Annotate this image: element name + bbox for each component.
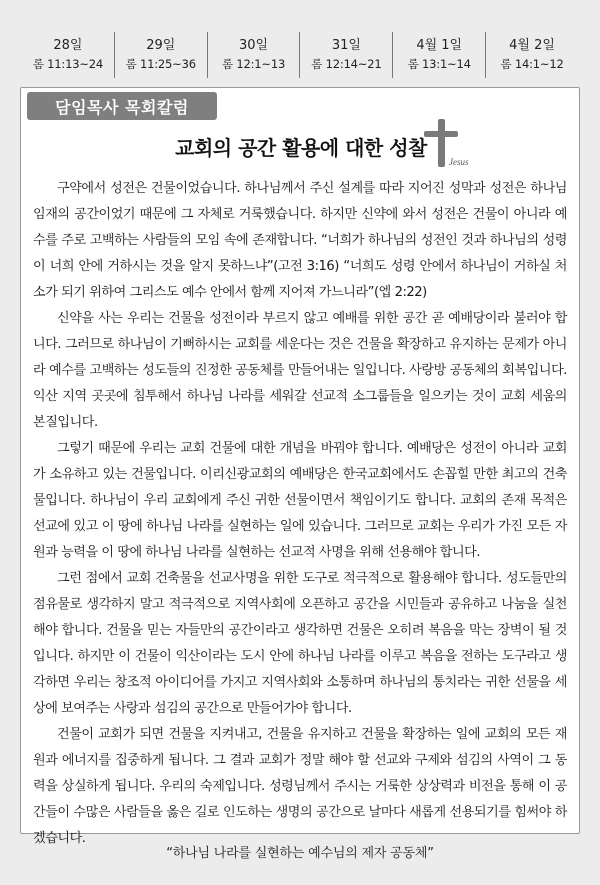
bible-reading-schedule	[22, 32, 578, 78]
schedule-day	[207, 32, 300, 78]
column-body	[33, 176, 567, 852]
schedule-day	[299, 32, 392, 78]
schedule-date: 28일	[53, 38, 83, 53]
schedule-range: 롬 12:1~13	[222, 57, 286, 71]
column-paragraph: 신약을 사는 우리는 건물을 성전이라 부르지 않고 예배를 위한 공간 곧 예배당이라 불러야 합니다. 그러므로 하나님이 기뻐하시는 교회를 세운다는 것은 건물을 확장하고 유지하는 문제가 아니라 예수를 고백하는 성도들의 진정한 공동체를 만들어내는 일입니다. 사랑방 공동체의 회복입니다. 익산 지역 곳곳에 침투해서 하나님 나라를 세워갈 선교적 소그룹들을 일으키는 것이 교회 세움의 본질입니다.	[33, 311, 567, 430]
schedule-date: 29일	[146, 38, 176, 53]
schedule-range: 롬 11:25~36	[125, 57, 196, 71]
column-paragraph: 건물이 교회가 되면 건물을 지켜내고, 건물을 유지하고 건물을 확장하는 일에 교회의 모든 재원과 에너지를 집중하게 됩니다. 그 결과 교회가 정말 해야 할 선교와 구제와 섬김의 사역이 그 동력을 상실하게 됩니다. 우리의 숙제입니다. 성령님께서 주시는 거룩한 상상력과 비전을 통해 이 공간들이 수많은 사람들을 옳은 길로 인도하는 생명의 공간으로 날마다 새롭게 선용되기를 힘써야 하겠습니다.	[33, 727, 567, 846]
schedule-range: 롬 14:1~12	[500, 57, 564, 71]
schedule-day	[485, 32, 578, 78]
column-paragraph: 그런 점에서 교회 건축물을 선교사명을 위한 도구로 적극적으로 활용해야 합니다. 성도들만의 점유물로 생각하지 말고 적극적으로 지역사회에 오픈하고 공간을 시민들과 공유하고 나눔을 실천해야 합니다. 건물을 믿는 자들만의 공간이라고 생각하면 건물은 오히려 복음을 막는 장벽이 될 것입니다. 하지만 이 건물이 익산이라는 도시 안에 하나님 나라를 이루고 복음을 전하는 도구라고 생각하면 우리는 창조적 아이디어를 가지고 지역사회와 소통하며 하나님의 통치라는 귀한 선물을 세상에 보여주는 사랑과 섬김의 공간으로 만들어가야 합니다.	[33, 571, 567, 716]
schedule-day	[114, 32, 207, 78]
schedule-date: 4월 2일	[509, 38, 555, 53]
schedule-date: 4월 1일	[416, 38, 463, 53]
schedule-date: 31일	[331, 38, 361, 53]
column-title: 교회의 공간 활용에 대한 성찰	[175, 136, 427, 160]
column-paragraph: 그렇기 때문에 우리는 교회 건물에 대한 개념을 바꿔야 합니다. 예배당은 성전이 아니라 교회가 소유하고 있는 건물입니다. 이리신광교회의 예배당은 한국교회에서도 손꼽힐 만한 최고의 건축물입니다. 하나님이 우리 교회에게 주신 귀한 선물이면서 책임이기도 합니다. 교회의 존재 목적은 선교에 있고 이 땅에 하나님 나라를 실현하는 일에 있습니다. 그러므로 교회는 우리가 가진 모든 자원과 능력을 이 땅에 하나님 나라를 실현하는 선교적 사명을 위해 선용해야 합니다.	[33, 441, 567, 560]
schedule-range: 롬 12:14~21	[311, 57, 382, 71]
pastor-column-panel	[20, 87, 580, 846]
schedule-range: 롬 13:1~14	[407, 57, 471, 71]
schedule-range: 롬 11:13~24	[32, 57, 103, 71]
schedule-day	[392, 32, 485, 78]
schedule-date: 30일	[239, 38, 269, 53]
logo-text: Jesus	[449, 157, 469, 167]
column-tag: 담임목사 목회칼럼	[27, 92, 217, 120]
schedule-day	[22, 32, 114, 78]
church-motto: “하나님 나라를 실현하는 예수님의 제자 공동체”	[166, 846, 434, 861]
column-paragraph: 구약에서 성전은 건물이었습니다. 하나님께서 주신 설계를 따라 지어진 성막과 성전은 하나님 임재의 공간이었기 때문에 그 자체로 거룩했습니다. 하지만 신약에 와서 성전은 건물이 아니라 예수를 주로 고백하는 사람들의 모임 속에 존재합니다. “너희가 하나님의 성전인 것과 하나님의 성령이 너희 안에 거하시는 것을 알지 못하느냐”(고전 3:16) “너희도 성령 안에서 하나님이 거하실 처소가 되기 위하여 그리스도 예수 안에서 함께 지어져 가느니라”(엡 2:22)	[33, 181, 567, 300]
